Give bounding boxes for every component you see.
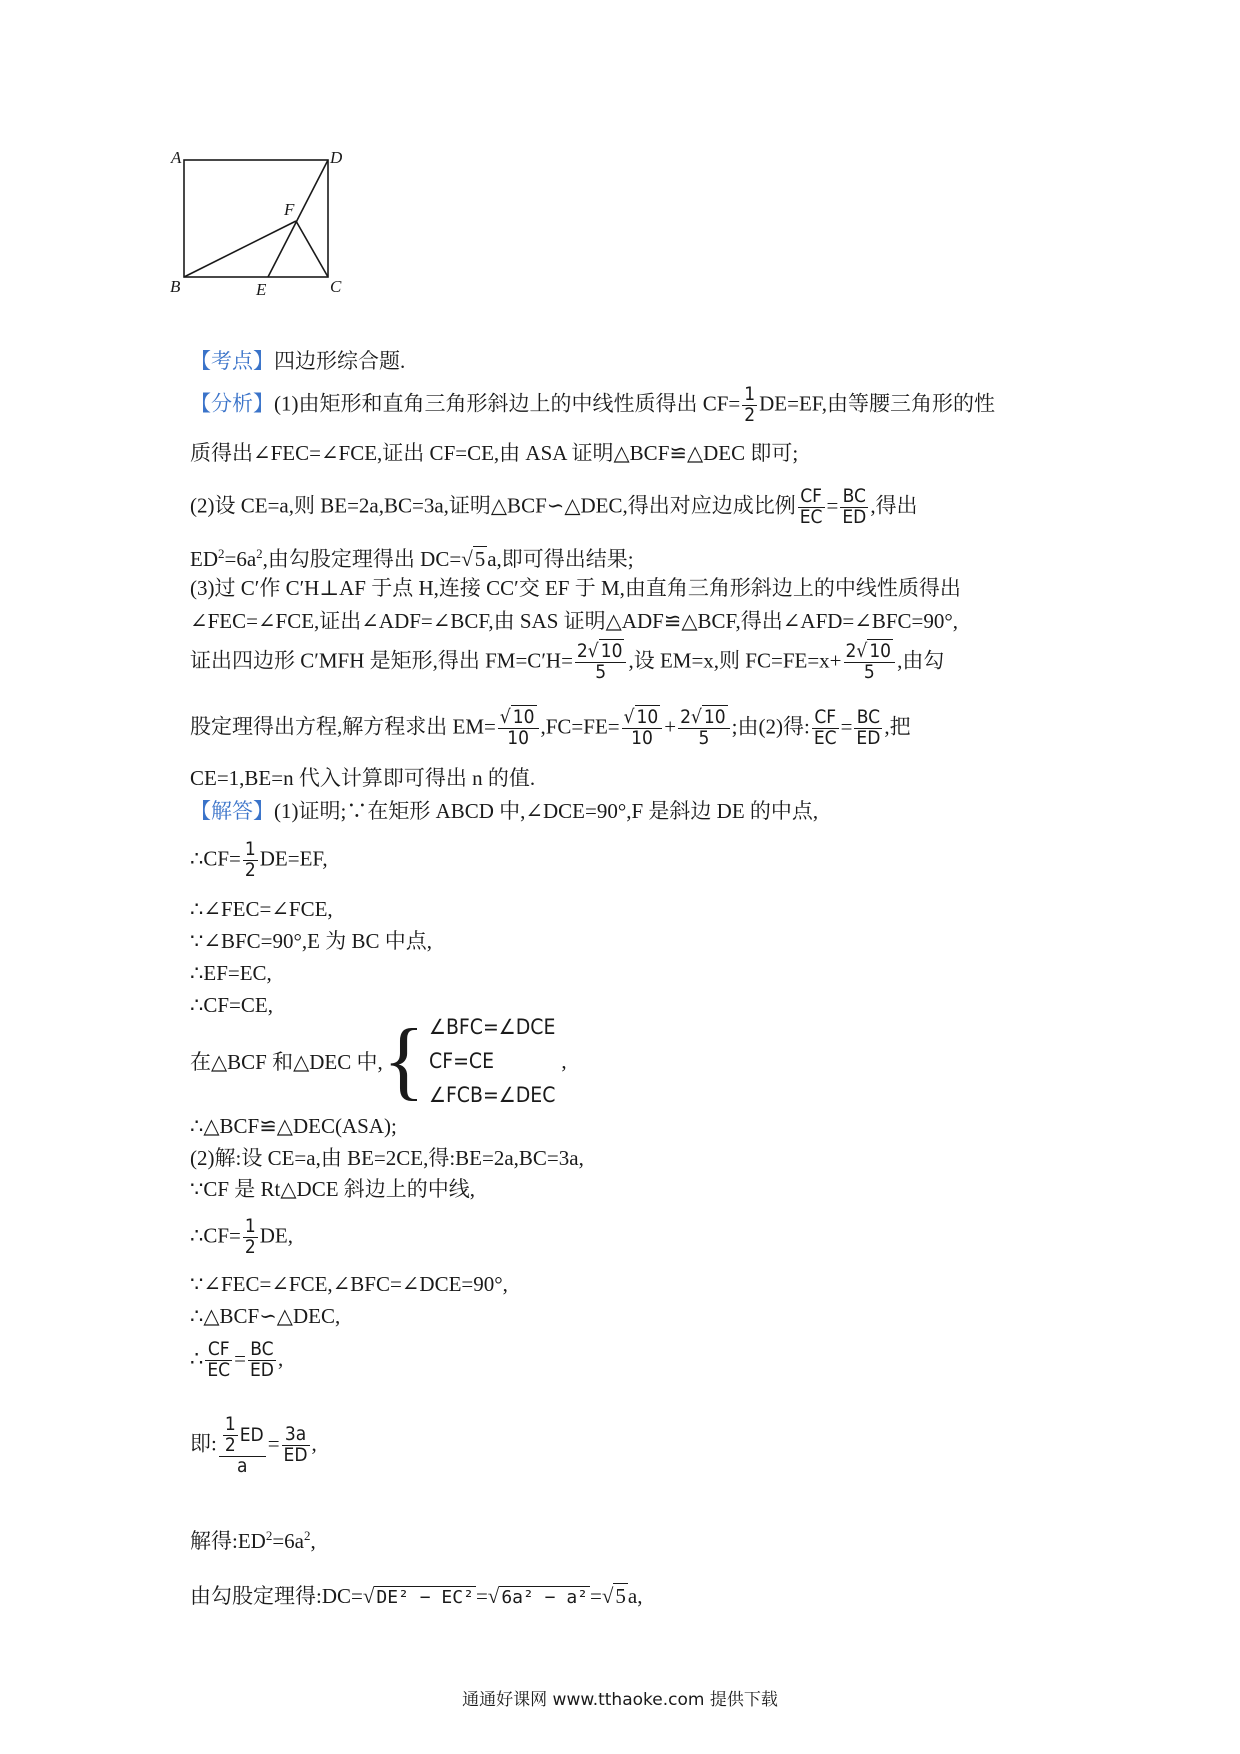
- complex-fraction: [219, 1415, 266, 1477]
- fenxi-text: ,设 EM=x,则 FC=FE=x+: [628, 648, 842, 673]
- fraction-den: 10: [507, 726, 530, 749]
- fraction: [243, 1217, 258, 1258]
- fenxi-line-4: [190, 538, 1090, 575]
- coefficient: 2: [680, 706, 692, 728]
- jieda-text: =6a: [272, 1529, 304, 1553]
- fenxi-text: ,由勾: [897, 648, 945, 673]
- fraction: [223, 1415, 238, 1456]
- fenxi-text: CE=1,BE=n 代入计算即可得出 n 的值.: [190, 766, 536, 790]
- fraction-den: 5: [863, 660, 875, 683]
- jieda-text: ∴△BCF∽△DEC,: [190, 1304, 341, 1328]
- label-a: A: [171, 148, 182, 167]
- fenxi-line-5: [190, 572, 1090, 604]
- segment-fc: [296, 221, 328, 277]
- fraction-den: 2: [224, 1433, 236, 1456]
- coefficient: 2: [576, 640, 588, 662]
- superscript: 2: [265, 1528, 273, 1543]
- equals: =: [475, 1584, 488, 1608]
- fenxi-text: (2)设 CE=a,则 BE=2a,BC=3a,证明△BCF∽△DEC,得出对应边成比例: [190, 493, 796, 518]
- fraction: [840, 487, 868, 528]
- jieda-text: DE,: [259, 1223, 294, 1248]
- jieda-line-2: [190, 840, 1090, 881]
- kaodian-tag: 【考点】: [190, 349, 274, 373]
- fraction: [678, 708, 730, 749]
- sqrt-sign: √: [487, 1584, 500, 1608]
- fraction: [798, 487, 825, 528]
- fraction-den: ED: [283, 1444, 308, 1467]
- fenxi-tag: 【分析】: [190, 391, 274, 416]
- radicand: 10: [636, 706, 659, 728]
- jieda-text: ∴CF=: [190, 846, 241, 871]
- superscript: 2: [256, 546, 263, 561]
- jieda-text: ∵∠FEC=∠FCE,∠BFC=∠DCE=90°,: [190, 1272, 508, 1296]
- fraction: [205, 1340, 232, 1381]
- fraction: [844, 642, 896, 683]
- superscript: 2: [218, 546, 225, 561]
- fraction-den: ED: [842, 505, 867, 528]
- fenxi-text: DE=EF,由等腰三角形的性: [759, 391, 996, 416]
- jieda-text: ∴CF=: [190, 1223, 241, 1248]
- fenxi-line-6: [190, 605, 1090, 637]
- jieda-text: a,: [627, 1584, 643, 1608]
- jieda-line-8: [190, 1110, 1090, 1142]
- sqrt-sign: √: [362, 1584, 375, 1608]
- fenxi-text: ∠FEC=∠FCE,证出∠ADF=∠BCF,由 SAS 证明△ADF≌△BCF,得出∠AFD=∠BFC=90°,: [190, 609, 959, 633]
- fraction-den: 2: [244, 858, 256, 881]
- jieda-line-13: [190, 1300, 1090, 1332]
- fraction-num: 1: [744, 383, 756, 405]
- fraction: [812, 708, 839, 749]
- equals: =: [234, 1346, 246, 1371]
- fraction-den: 5: [698, 726, 710, 749]
- fraction-den: EC: [799, 505, 823, 528]
- fenxi-text: ,把: [884, 714, 911, 739]
- label-e: E: [256, 280, 267, 299]
- label-c: C: [330, 277, 342, 296]
- fenxi-text: (1)由矩形和直角三角形斜边上的中线性质得出 CF=: [274, 391, 741, 416]
- fraction: [742, 385, 757, 426]
- jieda-text: DE=EF,: [259, 846, 328, 871]
- equals: =: [267, 1431, 280, 1456]
- coefficient: 2: [845, 640, 857, 662]
- fenxi-text: ,FC=FE=: [540, 714, 620, 739]
- fraction-den: 2: [244, 1235, 256, 1258]
- equals: =: [590, 1584, 602, 1608]
- fenxi-text: a,即可得出结果;: [487, 547, 634, 571]
- jieda-line-16: [190, 1520, 1090, 1557]
- radicand: 10: [703, 706, 726, 728]
- segment-bf: [184, 221, 296, 277]
- jieda-text: ∴EF=EC,: [190, 961, 272, 985]
- radicand: 5: [474, 547, 486, 571]
- system-line: ∠FCB=∠DEC: [429, 1083, 556, 1107]
- left-brace: {: [382, 1012, 425, 1109]
- jieda-text: (2)解:设 CE=a,由 BE=2CE,得:BE=2a,BC=3a,: [190, 1146, 584, 1170]
- fraction: [575, 642, 627, 683]
- fraction-num: √ 10: [498, 708, 539, 729]
- jieda-text: ,: [311, 1431, 317, 1456]
- fenxi-text: ;由(2)得:: [731, 714, 810, 739]
- jieda-text: 由勾股定理得:DC=: [190, 1584, 363, 1608]
- jieda-line-14: [190, 1340, 1090, 1381]
- equals: =: [826, 493, 839, 518]
- radicand: 10: [869, 640, 892, 662]
- system-line: CF=CE: [429, 1049, 495, 1073]
- fraction-num: 2√ 10: [844, 642, 896, 663]
- page-footer: 通通好课网 www.tthaoke.com 提供下载: [462, 1690, 778, 1710]
- jieda-tag: 【解答】: [190, 799, 274, 823]
- fraction-num: 1: [244, 838, 256, 860]
- fraction-den: EC: [207, 1358, 231, 1381]
- fraction: [498, 708, 539, 749]
- jieda-text: 解得:ED: [190, 1529, 266, 1553]
- fenxi-text: 证出四边形 C′MFH 是矩形,得出 FM=C′H=: [190, 648, 573, 673]
- fraction-den: EC: [813, 726, 837, 749]
- fraction: [622, 708, 663, 749]
- radicand: 5: [615, 1584, 626, 1608]
- fenxi-line-1: [190, 385, 1090, 426]
- jieda-text: ∴: [190, 1346, 204, 1371]
- jieda-text: ∴CF=CE,: [190, 993, 273, 1017]
- jieda-text: (1)证明;∵在矩形 ABCD 中,∠DCE=90°,F 是斜边 DE 的中点,: [274, 799, 819, 823]
- jieda-text: ,: [561, 1048, 567, 1073]
- system-line: ∠BFC=∠DCE: [429, 1015, 556, 1039]
- jieda-text: 在△BCF 和△DEC 中,: [190, 1050, 383, 1074]
- fraction-num: BC: [840, 487, 868, 508]
- fraction: [282, 1425, 310, 1466]
- geometry-figure: [170, 148, 390, 345]
- fraction-num: 1: [244, 1215, 256, 1237]
- jieda-text: ∴∠FEC=∠FCE,: [190, 897, 333, 921]
- fraction-num: √ 10: [622, 708, 663, 729]
- sqrt-sign: √: [601, 1584, 614, 1608]
- jieda-text: ∴△BCF≌△DEC(ASA);: [190, 1114, 397, 1138]
- fraction-num: 3a: [282, 1425, 310, 1446]
- fenxi-line-8: [190, 708, 1090, 749]
- fraction-num: CF: [812, 708, 839, 729]
- radicand: 10: [600, 640, 623, 662]
- segment-de: [268, 160, 328, 277]
- jieda-line-12: [190, 1268, 1090, 1300]
- fraction: [248, 1340, 276, 1381]
- radicand: DE² − EC²: [376, 1587, 474, 1608]
- equation-system: [429, 1010, 555, 1112]
- sqrt-sign: √: [461, 547, 473, 571]
- jieda-line-1: [190, 795, 1090, 827]
- fenxi-line-3: [190, 487, 1090, 528]
- fenxi-text: ED: [190, 547, 218, 571]
- kaodian-text: 四边形综合题.: [274, 349, 406, 373]
- jieda-line-3: [190, 893, 1090, 925]
- jieda-line-15: [190, 1415, 1090, 1477]
- fraction-den: a: [237, 1454, 248, 1477]
- fraction-num: 2√ 10: [678, 708, 730, 729]
- rectangle-abcd: [184, 160, 328, 277]
- fenxi-text: 股定理得出方程,解方程求出 EM=: [190, 714, 496, 739]
- fenxi-line-2: [190, 437, 1090, 469]
- fraction: [854, 708, 882, 749]
- jieda-line-5: [190, 957, 1090, 989]
- jieda-text: 即:: [190, 1431, 217, 1456]
- fraction-den: ED: [249, 1358, 274, 1381]
- kaodian-line: [190, 345, 1090, 377]
- superscript: 2: [304, 1528, 311, 1543]
- fenxi-line-7: [190, 642, 1090, 683]
- fenxi-text: 质得出∠FEC=∠FCE,证出 CF=CE,由 ASA 证明△BCF≌△DEC 即可;: [190, 441, 799, 465]
- fraction-num: 2√ 10: [575, 642, 627, 663]
- fenxi-line-9: [190, 762, 1090, 794]
- jieda-text: ∵∠BFC=90°,E 为 BC 中点,: [190, 929, 432, 953]
- fraction-den: 2: [744, 403, 756, 426]
- jieda-text: ,: [310, 1529, 316, 1553]
- label-d: D: [330, 148, 343, 167]
- label-f: F: [284, 200, 295, 219]
- fraction-num: [219, 1415, 266, 1457]
- fraction-den: ED: [856, 726, 881, 749]
- jieda-line-9: [190, 1142, 1090, 1174]
- jieda-line-7: [190, 1010, 1090, 1112]
- fraction-num: CF: [798, 487, 825, 508]
- jieda-text: ,: [277, 1346, 284, 1371]
- plus: +: [664, 714, 677, 739]
- jieda-line-17: [190, 1580, 1090, 1614]
- label-b: B: [170, 277, 181, 296]
- fraction-den: 5: [595, 660, 607, 683]
- jieda-line-11: [190, 1217, 1090, 1258]
- radicand: 10: [512, 706, 535, 728]
- jieda-line-10: [190, 1173, 1090, 1205]
- jieda-line-4: [190, 925, 1090, 957]
- fraction-num: 1: [224, 1413, 236, 1435]
- fraction-num: BC: [854, 708, 882, 729]
- equals: =: [840, 714, 853, 739]
- radicand: 6a² − a²: [501, 1587, 589, 1608]
- fenxi-text: =6a: [224, 547, 257, 571]
- fenxi-text: (3)过 C′作 C′H⊥AF 于点 H,连接 CC′交 EF 于 M,由直角三角形斜边上的中线性质得出: [190, 576, 961, 600]
- fenxi-text: ,得出: [870, 493, 918, 518]
- fraction-num: CF: [205, 1340, 232, 1361]
- fenxi-text: ,由勾股定理得出 DC=: [262, 547, 462, 571]
- fraction-den: 10: [631, 726, 653, 749]
- fraction: [243, 840, 258, 881]
- jieda-text: ED: [239, 1423, 264, 1446]
- fraction-num: BC: [248, 1340, 276, 1361]
- jieda-text: ∵CF 是 Rt△DCE 斜边上的中线,: [190, 1177, 476, 1201]
